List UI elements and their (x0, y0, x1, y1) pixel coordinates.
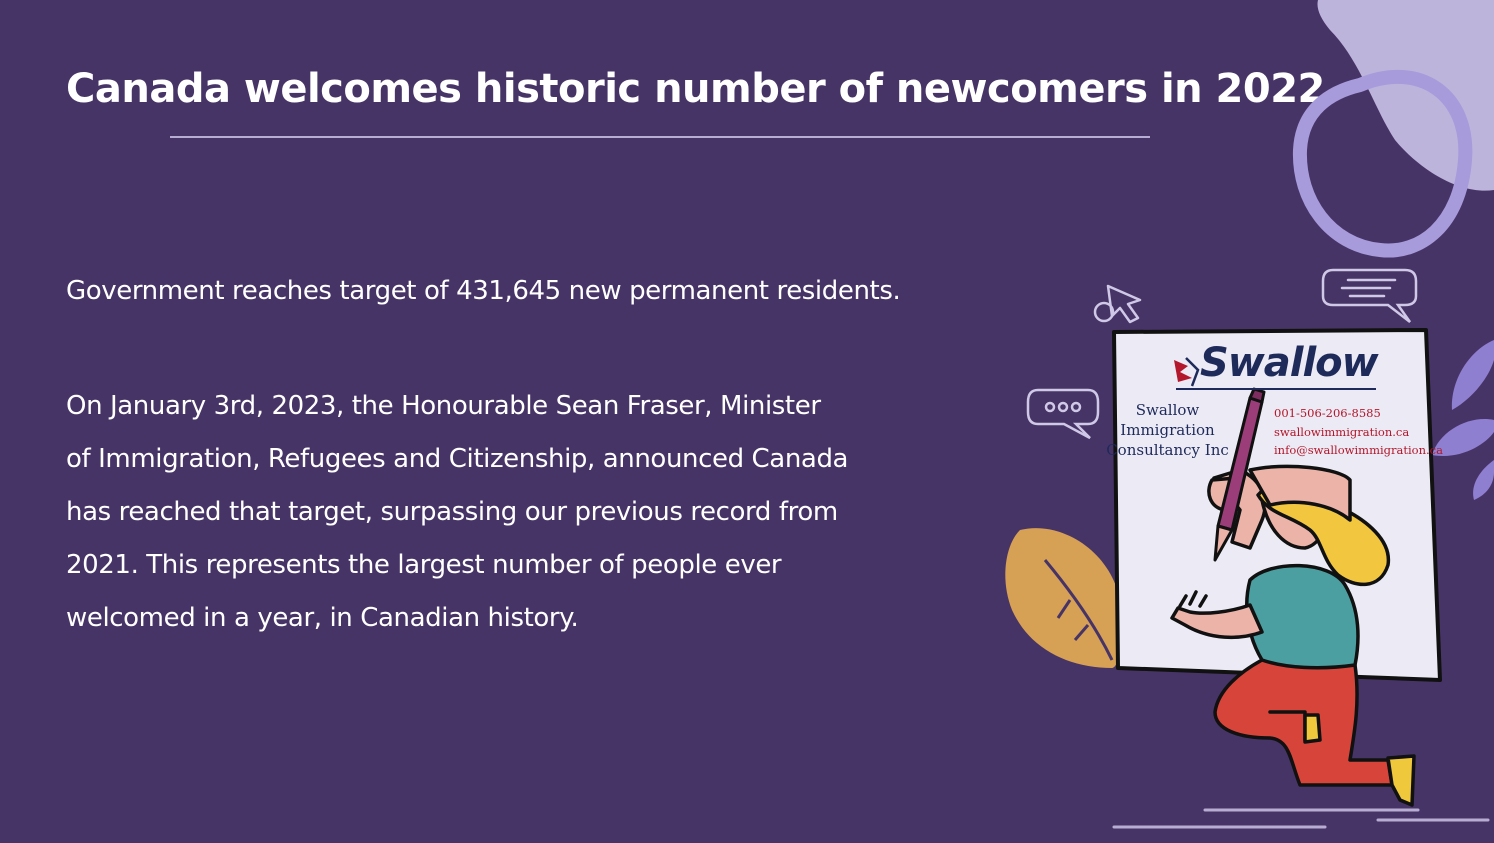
paragraph-line: of Immigration, Refugees and Citizenship, announced Canada (66, 444, 849, 474)
chat-bubble-icon (1323, 270, 1416, 322)
website-link: swallowimmigration.ca (1274, 424, 1410, 439)
company-name-line: Immigration (1120, 421, 1215, 439)
speech-bubble-dots-icon (1028, 390, 1098, 438)
leaf-icon (1005, 528, 1123, 668)
contact-info (1274, 404, 1443, 460)
company-name-line: Consultancy Inc (1106, 441, 1229, 459)
cursor-arrow-icon (1095, 286, 1140, 322)
paragraph-line: welcomed in a year, in Canadian history. (66, 603, 579, 633)
page-title: Canada welcomes historic number of newcomers in 2022 (66, 66, 1325, 112)
company-name-line: Swallow (1135, 401, 1200, 419)
subtitle: Government reaches target of 431,645 new permanent residents. (66, 276, 901, 306)
email-link: info@swallowimmigration.ca (1274, 443, 1443, 457)
paragraph-line: 2021. This represents the largest number of people ever (66, 550, 782, 580)
paragraph-line: has reached that target, surpassing our previous record from (66, 497, 838, 527)
paragraph-line: On January 3rd, 2023, the Honourable Sean Fraser, Minister (66, 391, 821, 421)
logo-wordmark: Swallow (1200, 340, 1378, 386)
company-name (1105, 400, 1230, 460)
phone-number: 001-506-206-8585 (1274, 406, 1381, 420)
ground-lines (1114, 810, 1488, 827)
